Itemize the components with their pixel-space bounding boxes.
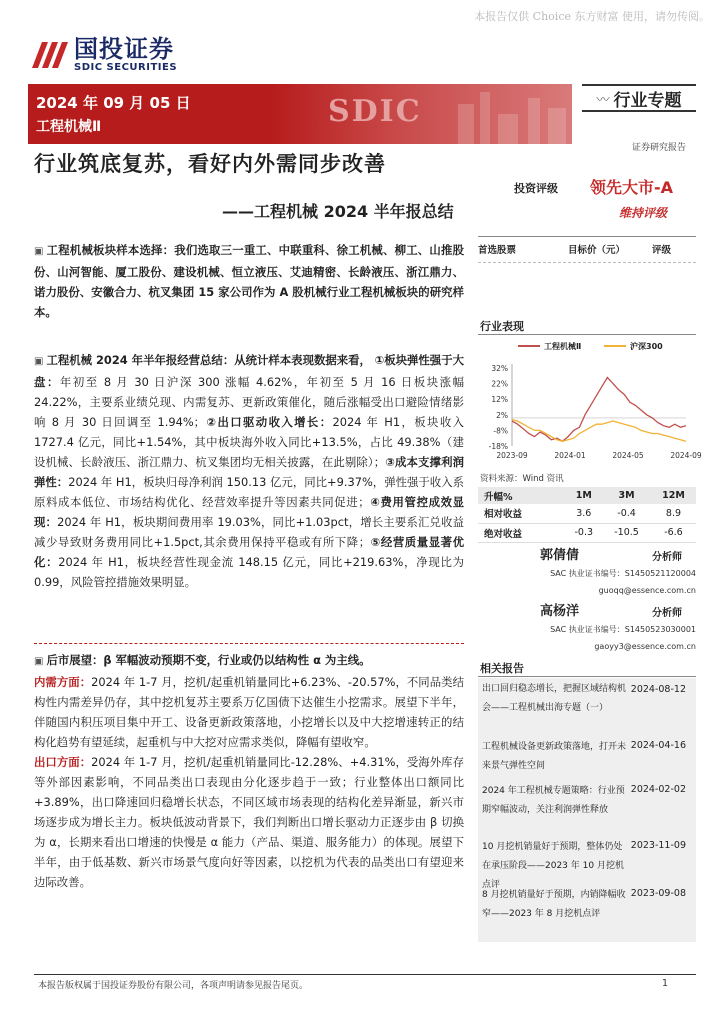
point5-head: ⑤经营质量显著优化： — [34, 535, 464, 569]
table-cell: -0.3 — [565, 523, 602, 542]
domestic-head: 内需方面： — [34, 675, 92, 689]
y-tick-label: 2% — [496, 410, 508, 420]
table-header: 12M — [651, 487, 696, 504]
logo-icon — [28, 38, 68, 72]
performance-table — [478, 487, 696, 543]
banner-building — [458, 104, 474, 144]
analyst-license: SAC 执业证书编号：S1450521120004 — [550, 569, 696, 578]
point3-text: 2024 年 H1，板块归母净利润 150.13 亿元，同比+9.37%，弹性强于收入系原料成本低位、市场结构优化、经营效率提升等因素共同促进； — [34, 475, 464, 509]
right-divider — [478, 236, 696, 237]
point4-head: ④费用管控成效显现： — [34, 495, 464, 529]
related-report-date: 2023-09-08 — [630, 888, 686, 899]
right-divider — [478, 676, 696, 677]
square-bullet-icon: ▣ — [34, 246, 44, 257]
footer-disclaimer: 本报告版权属于国投证券股份有限公司，各项声明请参见报告尾页。 — [38, 981, 309, 991]
analyst-name: 郭倩倩 — [540, 548, 580, 563]
logo-en: SDIC SECURITIES — [74, 62, 178, 73]
related-report-date: 2024-04-16 — [630, 740, 686, 751]
y-tick-label: 32% — [491, 364, 508, 373]
analyst-email[interactable]: gaoyy3@essence.com.cn — [594, 642, 696, 651]
analyst-role: 分析师 — [652, 608, 682, 619]
x-tick-label: 2024-01 — [554, 451, 586, 460]
target-price-label: 目标价（元） — [568, 245, 626, 256]
perf-title: 行业表现 — [480, 320, 524, 333]
chart-svg — [478, 334, 702, 464]
x-tick-label: 2023-09 — [496, 451, 528, 460]
table-cell: 3.6 — [565, 504, 602, 523]
banner-building — [528, 98, 540, 144]
banner-building — [548, 108, 566, 144]
report-type: 证券研究报告 — [631, 143, 686, 153]
series-line — [512, 377, 686, 441]
point1-head: ①板块弹性强于大盘： — [34, 353, 464, 389]
table-row — [478, 523, 696, 542]
related-report-date: 2024-08-12 — [630, 684, 686, 695]
analyst-card — [478, 544, 696, 600]
topic-label: 行业专题 — [613, 90, 682, 111]
table-header-row — [478, 487, 696, 504]
related-report-title[interactable]: 2024 年工程机械专题策略：行业预期窄幅波动，关注利润弹性释放 — [482, 786, 625, 815]
watermark: 本报告仅供 Choice 东方财富 使用，请勿传阅。 — [474, 10, 710, 23]
related-report-date: 2024-02-02 — [630, 784, 686, 795]
related-report-title[interactable]: 工程机械设备更新政策落地，打开未来景气弹性空间 — [482, 742, 627, 771]
point1-text: 年初至 8 月 30 日沪深 300 涨幅 4.62%，年初至 5 月 16 日板块涨幅 24.22%，主要系业绩兑现、内需复苏、更新政策催化，随后涨幅受出口避险情绪影响 8 月 30 日回调至 1.94%； — [34, 375, 464, 429]
banner-decoration — [272, 84, 572, 144]
chart-trend-icon: 〰 — [596, 92, 610, 108]
table-cell: 相对收益 — [478, 504, 565, 523]
industry-name: 工程机械Ⅱ — [36, 119, 102, 135]
summary-section — [34, 350, 464, 592]
analyst-role: 分析师 — [652, 552, 682, 563]
export-text: 2024 年 1-7 月，挖机/起重机销量同比-12.28%、+4.31%，受海外库存等外部因素影响，不同品类出口表现由分化逐步趋于一致；行业整体出口额同比+3.89%，出口降速回归稳增长状态，不同区域市场表现的结构化差异渐显，新兴市场逐步成为增长主力。板块低波动背景下，我们判断出口增长驱动力正逐步由 β 切换为 α，长期来看出口增速的快慢是 α 能力（产品、渠道、服务能力）的体现。展望下半年，由于低基数、新兴市场景气度向好等因素，以挖机为代表的品类出口有望迎来边际改善。 — [34, 755, 464, 889]
point2-head: ②出口驱动收入增长： — [205, 415, 333, 429]
point4-text: 2024 年 H1，板块期间费用率 19.03%，同比+1.03pct，增长主要系汇兑收益减少导致财务费用同比+1.5pct,其余费用保持平稳或有所下降； — [34, 515, 464, 549]
first-stock-label: 首选股票 — [478, 245, 517, 256]
page-subtitle: ——工程机械 2024 半年报总结 — [222, 202, 454, 221]
report-date: 2024 年 09 月 05 日 — [36, 94, 191, 112]
x-tick-label: 2024-05 — [612, 451, 644, 460]
chart-source: 资料来源：Wind 资讯 — [480, 474, 564, 484]
rating-value: 领先大市-A — [590, 178, 674, 197]
related-report-date: 2023-11-09 — [630, 840, 686, 851]
footer-divider — [34, 974, 696, 975]
related-report-title[interactable]: 10 月挖机销量好于预期，整体仍处在承压阶段——2023 年 10 月挖机点评 — [482, 842, 624, 890]
related-reports-title: 相关报告 — [480, 662, 524, 675]
page-number: 1 — [661, 978, 668, 989]
table-cell: -10.5 — [602, 523, 651, 542]
table-cell: 绝对收益 — [478, 523, 565, 542]
topic-box — [582, 84, 696, 112]
y-tick-label: -18% — [488, 442, 508, 451]
point5-text: 2024 年 H1，板块经营性现金流 148.15 亿元，同比+219.63%，净现比为 0.99，风险管控措施效果明显。 — [34, 555, 464, 589]
summary-lead: 工程机械 2024 年半年报经营总结： — [46, 353, 235, 367]
page-title: 行业筑底复苏，看好内外需同步改善 — [34, 152, 386, 176]
table-row — [478, 504, 696, 523]
y-tick-label: 12% — [491, 395, 508, 405]
related-report-title[interactable]: 8 月挖机销量好于预期，内销降幅收窄——2023 年 8 月挖机点评 — [482, 890, 626, 919]
domestic-text: 2024 年 1-7 月，挖机/起重机销量同比+6.23%、-20.57%，不同品类结构性内需差异仍存，其中挖机复苏主要系万亿国债下达催生小挖需求。展望下半年，伴随国内积压项目集中开工、设备更新政策落地，小挖增长以及中大挖增速转正的结构化趋势有望延续，起重机与中大挖对应需求类似，降幅有望收窄。 — [34, 675, 464, 749]
sample-lead: 工程机械板块样本选择： — [46, 243, 175, 257]
legend-label: 沪深300 — [630, 342, 663, 351]
table-header: 3M — [602, 487, 651, 504]
banner-building — [480, 92, 490, 144]
rating-maintain: 维持评级 — [619, 206, 668, 220]
y-tick-label: 22% — [491, 379, 508, 389]
outlook-lead: 后市展望：β 军幅波动预期不变，行业或仍以结构性 α 为主线。 — [46, 653, 371, 667]
banner-sdic-text: SDIC — [328, 94, 422, 129]
related-report-title[interactable]: 出口回归稳态增长，把握区域结构机会——工程机械出海专题（一） — [482, 684, 627, 713]
company-logo — [28, 36, 177, 73]
sample-section — [34, 240, 464, 322]
table-header: 1M — [565, 487, 602, 504]
legend-label: 工程机械Ⅱ — [544, 342, 582, 351]
banner-building — [498, 114, 518, 144]
table-cell: -0.4 — [602, 504, 651, 523]
summary-intro: 从统计样本表现数据来看， — [234, 353, 371, 367]
export-head: 出口方面： — [34, 755, 92, 769]
sample-text: 我们选取三一重工、中联重科、徐工机械、柳工、山推股份、山河智能、厦工股份、建设机械、恒立液压、艾迪精密、长龄液压、浙江鼎力、诺力股份、安徽合力、杭叉集团 15 家公司作为 A 股机械行业工程机械板块的研究样本。 — [34, 243, 464, 319]
analyst-license: SAC 执业证书编号：S1450523030001 — [550, 625, 696, 634]
table-cell: 8.9 — [651, 504, 696, 523]
y-tick-label: -8% — [493, 426, 508, 436]
stock-pick-header — [478, 242, 696, 256]
square-bullet-icon: ▣ — [34, 656, 44, 667]
table-header: 升幅% — [478, 487, 565, 504]
logo-cn: 国投证券 — [74, 35, 174, 63]
point3-head: ③成本支撑利润弹性： — [34, 455, 464, 489]
industry-performance-chart — [478, 334, 702, 464]
point2-text: 2024 年 H1，板块收入 1727.4 亿元，同比+1.54%，其中板块海外收入同比+13.5%，占比 49.38%（建设机械、长龄液压、浙江鼎力、杭叉集团均无相关披露，在此剔除）； — [34, 415, 464, 469]
outlook-section — [34, 650, 464, 892]
section-divider — [34, 643, 464, 644]
analyst-card — [478, 600, 696, 656]
square-bullet-icon: ▣ — [34, 356, 44, 367]
analyst-name: 高杨洋 — [540, 604, 580, 619]
rating-col-label: 评级 — [652, 245, 672, 256]
rating-label: 投资评级 — [514, 182, 558, 195]
x-tick-label: 2024-09 — [670, 451, 702, 460]
series-line — [512, 420, 686, 442]
right-divider — [478, 262, 696, 263]
table-cell: -6.6 — [651, 523, 696, 542]
header-banner — [28, 84, 572, 144]
related-reports-list — [478, 678, 696, 942]
analyst-email[interactable]: guoqq@essence.com.cn — [598, 586, 696, 595]
